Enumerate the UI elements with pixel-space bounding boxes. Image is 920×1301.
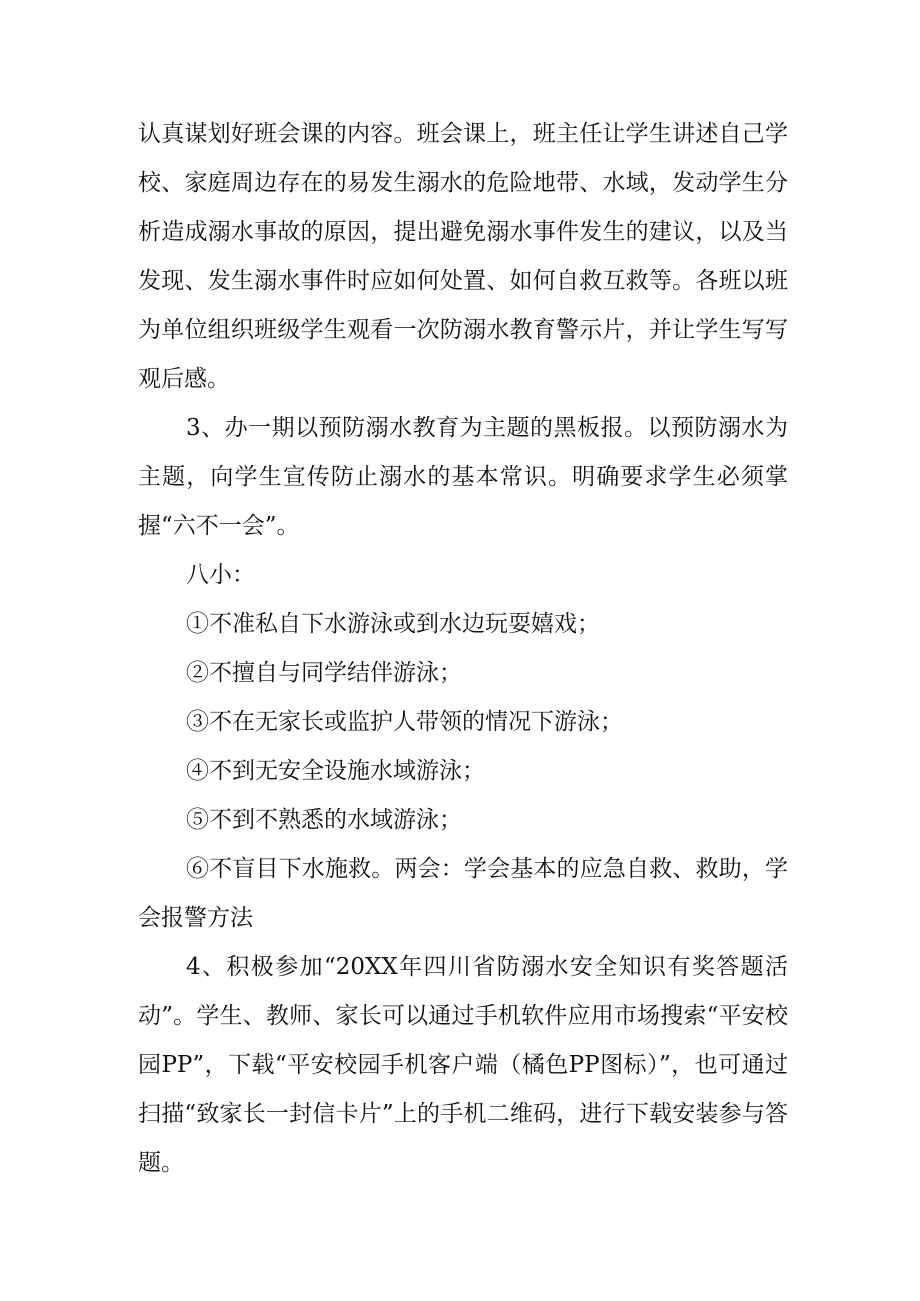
paragraph-continuation: 认真谋划好班会课的内容。班会课上，班主任让学生讲述自己学校、家庭周边存在的易发生溺水的危险地带、水域，发动学生分析造成溺水事故的原因，提出避免溺水事件发生的建议，以及当发现、发生溺水事件时应如何处置、如何自救互救等。各班以班为单位组织班级学生观看一次防溺水教育警示片，并让学生写写观后感。 — [138, 121, 788, 392]
paragraph-ba-xiao: 八小： — [186, 562, 255, 588]
list-item-rule-3: ③不在无家长或监护人带领的情况下游泳； — [186, 709, 623, 735]
document-body — [138, 110, 788, 1188]
list-item-rule-5: ⑤不到不熟悉的水域游泳； — [186, 807, 462, 833]
list-item-rule-6: ⑥不盲目下水施救。两会：学会基本的应急自救、救助，学会报警方法 — [138, 856, 788, 931]
list-item-rule-2: ②不擅自与同学结伴游泳； — [186, 660, 462, 686]
list-item-rule-1: ①不准私自下水游泳或到水边玩耍嬉戏； — [186, 611, 600, 637]
list-item-rule-4: ④不到无安全设施水域游泳； — [186, 758, 485, 784]
paragraph-item-3: 3、办一期以预防溺水教育为主题的黑板报。以预防溺水为主题，向学生宣传防止溺水的基本常识。明确要求学生必须掌握“六不一会”。 — [138, 415, 788, 539]
paragraph-item-4: 4、积极参加“20XX年四川省防溺水安全知识有奖答题活动”。学生、教师、家长可以通过手机软件应用市场搜索“平安校园PP”，下载“平安校园手机客户端（橘色PP图标）”，也可通过扫描“致家长一封信卡片”上的手机二维码，进行下载安装参与答题。 — [138, 954, 788, 1176]
